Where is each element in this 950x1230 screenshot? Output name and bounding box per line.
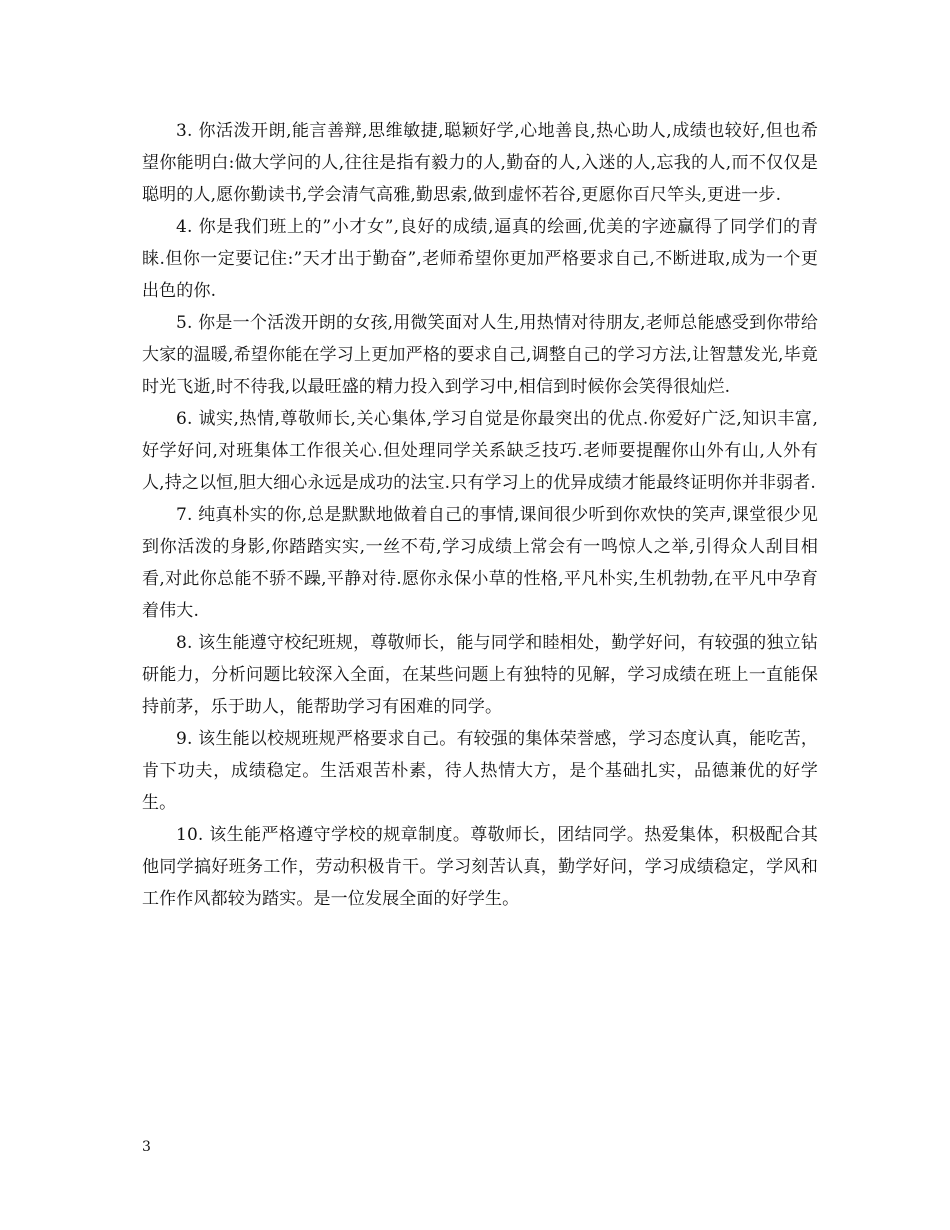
paragraph-4: 4. 你是我们班上的”小才女”,良好的成绩,逼真的绘画,优美的字迹赢得了同学们的青睐.但你一定要记住:”天才出于勤奋”,老师希望你更加严格要求自己,不断进取,成为一个更出色的你.: [142, 217, 818, 301]
paragraph-10: 10. 该生能严格遵守学校的规章制度。尊敬师长，团结同学。热爱集体，积极配合其他同学搞好班务工作，劳动积极肯干。学习刻苦认真，勤学好问，学习成绩稳定，学风和工作作风都较为踏实。是一位发展全面的好学生。: [142, 825, 818, 909]
document-body: [142, 115, 818, 915]
paragraph-7: 7. 纯真朴实的你,总是默默地做着自己的事情,课间很少听到你欢快的笑声,课堂很少见到你活泼的身影,你踏踏实实,一丝不苟,学习成绩上常会有一鸣惊人之举,引得众人刮目相看,对此你总能不骄不躁,平静对待.愿你永保小草的性格,平凡朴实,生机勃勃,在平凡中孕育着伟大.: [142, 505, 818, 621]
paragraph-5: 5. 你是一个活泼开朗的女孩,用微笑面对人生,用热情对待朋友,老师总能感受到你带给大家的温暖,希望你能在学习上更加严格的要求自己,调整自己的学习方法,让智慧发光,毕竟时光飞逝,时不待我,以最旺盛的精力投入到学习中,相信到时候你会笑得很灿烂.: [142, 313, 818, 397]
paragraph-3: 3. 你活泼开朗,能言善辩,思维敏捷,聪颖好学,心地善良,热心助人,成绩也较好,但也希望你能明白:做大学问的人,往往是指有毅力的人,勤奋的人,入迷的人,忘我的人,而不仅仅是聪明的人,愿你勤读书,学会清气高雅,勤思索,做到虚怀若谷,更愿你百尺竿头,更进一步.: [142, 121, 818, 205]
paragraph-6: 6. 诚实,热情,尊敬师长,关心集体,学习自觉是你最突出的优点.你爱好广泛,知识丰富,好学好问,对班集体工作很关心.但处理同学关系缺乏技巧.老师要提醒你山外有山,人外有人,持之以恒,胆大细心永远是成功的法宝.只有学习上的优异成绩才能最终证明你并非弱者.: [142, 409, 818, 493]
paragraph-9: 9. 该生能以校规班规严格要求自己。有较强的集体荣誉感，学习态度认真，能吃苦，肯下功夫，成绩稳定。生活艰苦朴素，待人热情大方，是个基础扎实，品德兼优的好学生。: [142, 729, 818, 813]
page-number: 3: [142, 1139, 151, 1155]
paragraph-8: 8. 该生能遵守校纪班规，尊敬师长，能与同学和睦相处，勤学好问，有较强的独立钻研能力，分析问题比较深入全面，在某些问题上有独特的见解，学习成绩在班上一直能保持前茅，乐于助人，能帮助学习有困难的同学。: [142, 633, 818, 717]
